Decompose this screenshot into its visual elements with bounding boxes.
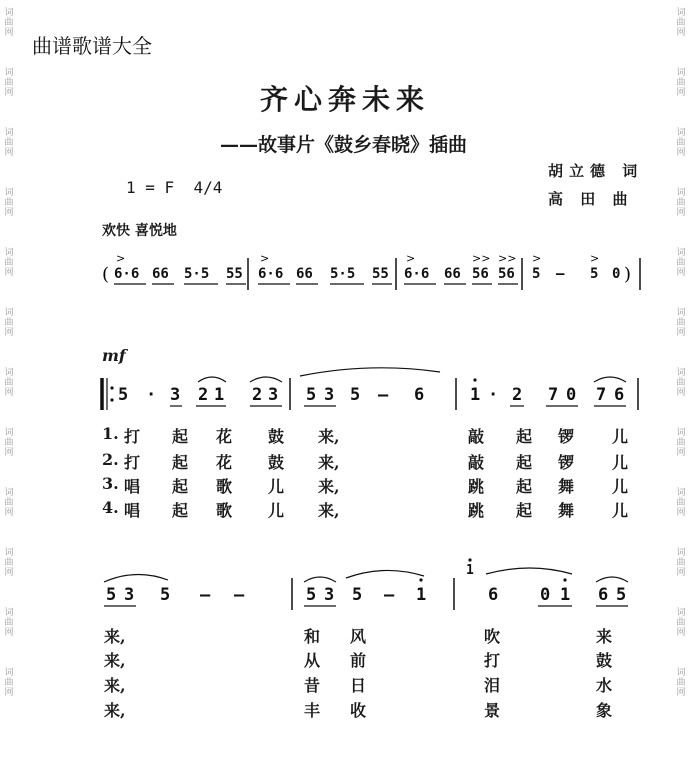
- note: 5: [350, 385, 361, 405]
- note: 1: [560, 585, 571, 605]
- watermark-group: 词 曲 网: [676, 68, 686, 98]
- intro-note: 6·6: [404, 266, 430, 282]
- note: —: [200, 585, 211, 605]
- melody-line-1: [102, 368, 638, 410]
- accent-mark: >: [116, 252, 126, 265]
- note: 5: [306, 385, 317, 405]
- intro-note: 66: [444, 266, 461, 282]
- note: 6: [614, 385, 625, 405]
- note: 5: [106, 585, 117, 605]
- note: 3: [324, 585, 335, 605]
- song-subtitle: ——故事片《鼓乡春晓》插曲: [220, 134, 468, 156]
- note: —: [234, 585, 245, 605]
- accent-mark: >: [406, 252, 416, 265]
- note: 6: [598, 585, 609, 605]
- lyric-row: 3. 唱 起 歌 儿 来, 跳 起 舞 儿: [102, 474, 629, 496]
- time-signature: 4/4: [193, 178, 223, 197]
- lyric-row: 来, 从 前 打 鼓: [104, 651, 613, 670]
- note: 6: [488, 585, 499, 605]
- lyric-row: 1. 打 起 花 鼓 来, 敲 起 锣 儿: [102, 424, 629, 446]
- note: 7: [548, 385, 559, 405]
- note: ·: [146, 385, 157, 405]
- note: 6: [414, 385, 425, 405]
- note: 5: [306, 585, 317, 605]
- watermark-group: 词 曲 网: [4, 68, 14, 98]
- tempo-marking: 欢快 喜悦地: [102, 223, 177, 239]
- intro-staff-line: [102, 252, 640, 290]
- watermark-group: 词 曲 网: [4, 488, 14, 518]
- intro-note: 55: [226, 266, 243, 282]
- note: —: [378, 385, 389, 405]
- lyric-row: 2. 打 起 花 鼓 来, 敲 起 锣 儿: [102, 450, 629, 472]
- note: 1: [214, 385, 225, 405]
- watermark-group: 词 曲 网: [676, 248, 686, 278]
- intro-note: 5·5: [184, 266, 210, 282]
- accent-mark: >>: [472, 252, 491, 265]
- watermark-group: 词 曲 网: [4, 188, 14, 218]
- note: 2: [252, 385, 263, 405]
- lyric-row: 来, 昔 日 泪 水: [104, 676, 613, 695]
- intro-note: 66: [152, 266, 169, 282]
- intro-note: 66: [296, 266, 313, 282]
- accent-mark: >: [532, 252, 542, 265]
- note: 0: [540, 585, 551, 605]
- note: 5: [616, 585, 627, 605]
- note: 5: [118, 385, 129, 405]
- note: 3: [268, 385, 279, 405]
- intro-note: 6·6: [114, 266, 140, 282]
- accent-mark: >>: [498, 252, 517, 265]
- watermark-group: 词 曲 网: [4, 248, 14, 278]
- song-title: 齐心奔未来: [259, 83, 430, 116]
- watermark-group: 词 曲 网: [4, 608, 14, 638]
- intro-note: 5: [532, 266, 541, 282]
- watermark-group: 词 曲 网: [676, 8, 686, 38]
- dynamic-marking: mf: [102, 346, 126, 365]
- accent-mark: >: [260, 252, 270, 265]
- watermark-group: 词 曲 网: [4, 428, 14, 458]
- melody-line-2: [104, 558, 628, 610]
- note: —: [384, 585, 395, 605]
- note: 5: [160, 585, 171, 605]
- key-signature: 1 = F 4/4: [126, 178, 223, 197]
- accent-mark: >: [590, 252, 600, 265]
- site-label: 曲谱歌谱大全: [32, 34, 152, 58]
- note: 3: [170, 385, 181, 405]
- note: 2: [198, 385, 209, 405]
- note: 7: [596, 385, 607, 405]
- watermark-group: 词 曲 网: [676, 548, 686, 578]
- lyricist-credit: 胡立德 词: [548, 162, 644, 180]
- lyric-row: 来, 丰 收 景 象: [104, 701, 613, 720]
- note: 1: [416, 585, 427, 605]
- watermark-group: 词 曲 网: [676, 308, 686, 338]
- lyric-row: 4. 唱 起 歌 儿 来, 跳 起 舞 儿: [102, 498, 629, 520]
- intro-open-paren: (: [102, 264, 110, 285]
- note: 5: [352, 585, 363, 605]
- watermark-group: 词 曲 网: [4, 308, 14, 338]
- watermark-group: 词 曲 网: [676, 488, 686, 518]
- grace-note: 1: [466, 563, 474, 578]
- intro-note: 6·6: [258, 266, 284, 282]
- watermark-group: 词 曲 网: [676, 668, 686, 698]
- note: 3: [124, 585, 135, 605]
- watermark-group: 词 曲 网: [676, 128, 686, 158]
- note: 0: [566, 385, 577, 405]
- intro-note: 5: [590, 266, 599, 282]
- intro-close-paren: ): [624, 264, 632, 285]
- watermark-group: 词 曲 网: [4, 368, 14, 398]
- note: 3: [324, 385, 335, 405]
- intro-note: —: [556, 266, 565, 282]
- watermark-group: 词 曲 网: [4, 128, 14, 158]
- intro-note: 55: [372, 266, 389, 282]
- watermark-group: 词 曲 网: [4, 668, 14, 698]
- note: 1: [470, 385, 481, 405]
- intro-note: 56: [498, 266, 515, 282]
- note: 2: [512, 385, 523, 405]
- intro-note: 5·5: [330, 266, 356, 282]
- watermark-group: 词 曲 网: [676, 428, 686, 458]
- intro-note: 56: [472, 266, 489, 282]
- intro-note: 0: [612, 266, 621, 282]
- watermark-group: 词 曲 网: [676, 188, 686, 218]
- watermark-group: 词 曲 网: [676, 368, 686, 398]
- note: ·: [488, 385, 499, 405]
- watermark-group: 词 曲 网: [4, 548, 14, 578]
- composer-credit: 高 田 曲: [548, 190, 634, 208]
- watermark-group: 词 曲 网: [4, 8, 14, 38]
- lyric-row: 来, 和 风 吹 来: [104, 627, 613, 646]
- watermark-group: 词 曲 网: [676, 608, 686, 638]
